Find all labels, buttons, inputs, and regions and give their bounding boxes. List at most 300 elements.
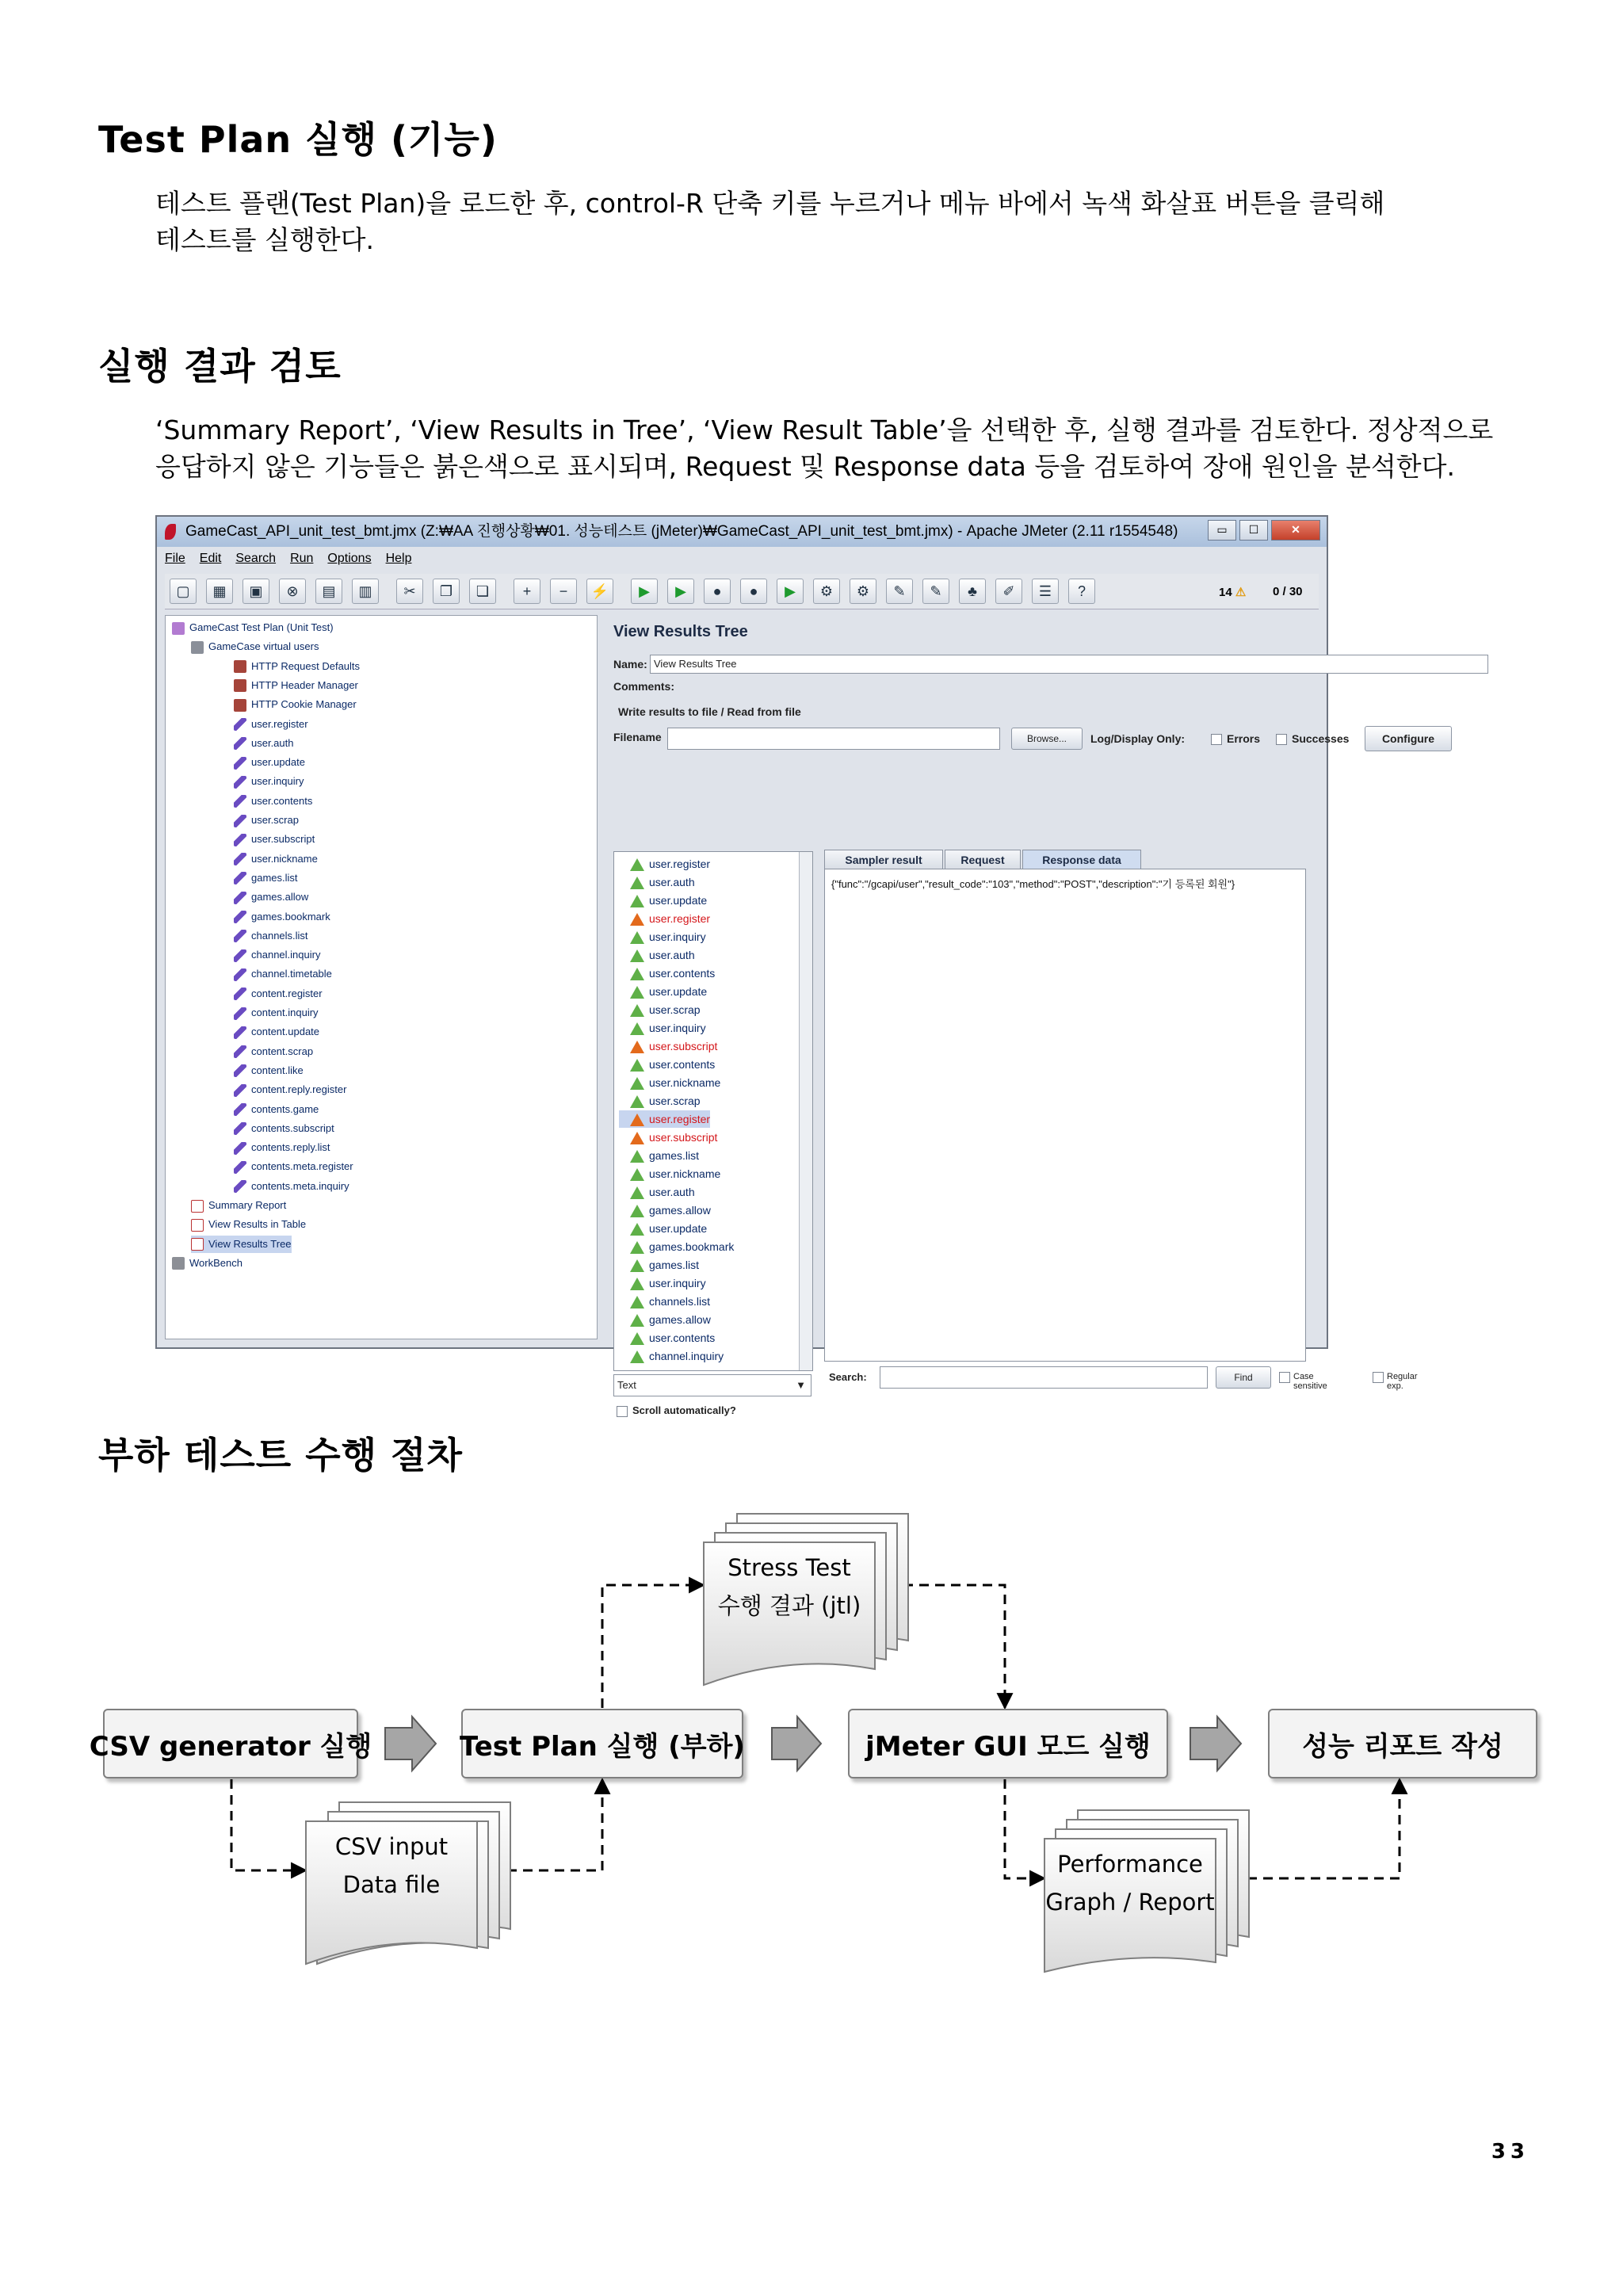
menu-bar bbox=[165, 552, 411, 571]
tree-node[interactable] bbox=[234, 658, 360, 675]
regular-exp-label: Regular exp. bbox=[1387, 1372, 1418, 1391]
find-button[interactable]: Find bbox=[1216, 1366, 1271, 1389]
tree-node-label: user.update bbox=[251, 756, 305, 769]
tree-node-label: content.register bbox=[251, 987, 323, 999]
sample-label: user.nickname bbox=[649, 1167, 721, 1180]
sample-item[interactable] bbox=[619, 1056, 715, 1073]
sample-label: user.auth bbox=[649, 1186, 695, 1198]
toolbar-button-1[interactable]: ▦ bbox=[206, 579, 233, 604]
doc-line: CSV input bbox=[334, 1833, 449, 1860]
tree-node[interactable] bbox=[234, 927, 308, 945]
toolbar-button-21[interactable]: ♣ bbox=[959, 579, 986, 604]
sample-label: games.allow bbox=[649, 1313, 711, 1326]
warning-triangle-icon bbox=[630, 1114, 644, 1126]
tree-node[interactable] bbox=[172, 1255, 242, 1272]
toolbar-button-15[interactable]: ● bbox=[740, 579, 767, 604]
csv-generator-step: CSV generator 실행 bbox=[103, 1709, 358, 1778]
tree-node-label: WorkBench bbox=[189, 1256, 242, 1269]
connector-testplan-to-stress bbox=[602, 1585, 704, 1708]
tree-node-label: games.list bbox=[251, 871, 298, 884]
section-paragraph-test-plan-run bbox=[155, 185, 1534, 258]
paragraph-line: 테스트를 실행한다. bbox=[155, 224, 375, 255]
samp-icon bbox=[234, 1180, 246, 1193]
samp-icon bbox=[234, 757, 246, 770]
sample-item[interactable] bbox=[619, 1092, 701, 1110]
toolbar-button-12[interactable]: ▶ bbox=[631, 579, 658, 604]
success-triangle-icon bbox=[630, 1223, 644, 1236]
toolbar-button-4[interactable]: ▤ bbox=[315, 579, 342, 604]
toolbar-button-17[interactable]: ⚙ bbox=[813, 579, 840, 604]
success-triangle-icon bbox=[630, 1205, 644, 1217]
connector-stress-to-gui bbox=[903, 1585, 1005, 1708]
configure-button[interactable]: Configure bbox=[1365, 726, 1452, 751]
window-title: GameCast_API_unit_test_bmt.jmx (Z:₩AA 진행상황₩01. 성능테스트 (jMeter)₩GameCast_API_unit_test_bmt.jmx) - Apache JMeter (2.11 r1554548) bbox=[185, 523, 1178, 540]
sample-label: user.register bbox=[649, 858, 711, 870]
paragraph-line: ‘Summary Report’, ‘View Results in Tree’, ‘View Result Table’을 선택한 후, 실행 결과를 검토한다. 정상적으로 bbox=[155, 415, 1494, 445]
success-triangle-icon bbox=[630, 1022, 644, 1035]
tree-node[interactable] bbox=[234, 793, 312, 810]
sample-item[interactable] bbox=[619, 1037, 717, 1055]
sample-label: user.update bbox=[649, 894, 708, 907]
toolbar-button-22[interactable]: ✐ bbox=[995, 579, 1022, 604]
sample-label: games.list bbox=[649, 1149, 700, 1162]
toolbar-button-3[interactable]: ⊗ bbox=[279, 579, 306, 604]
sample-label: user.scrap bbox=[649, 1003, 701, 1016]
stress-test-doc-label bbox=[704, 1549, 875, 1625]
tree-node-label: HTTP Cookie Manager bbox=[251, 698, 357, 711]
tree-node[interactable] bbox=[234, 1178, 349, 1195]
menu-item-run[interactable]: Run bbox=[290, 552, 314, 565]
samp-icon bbox=[234, 853, 246, 865]
success-triangle-icon bbox=[630, 1296, 644, 1308]
tree-node-label: content.inquiry bbox=[251, 1007, 319, 1018]
tree-node-label: user.inquiry bbox=[251, 775, 304, 788]
renderer-value: Text bbox=[617, 1379, 636, 1391]
sample-label: user.inquiry bbox=[649, 1277, 706, 1289]
sample-item[interactable] bbox=[619, 1274, 706, 1292]
doc-line: 수행 결과 (jtl) bbox=[717, 1592, 861, 1619]
filename-input[interactable] bbox=[667, 728, 1000, 750]
tree-node[interactable] bbox=[191, 1236, 292, 1253]
paragraph-line: 응답하지 않은 기능들은 붉은색으로 표시되며, Request 및 Response data 등을 검토하여 장애 원인을 분석한다. bbox=[155, 451, 1455, 482]
sample-item[interactable] bbox=[619, 1256, 699, 1274]
success-triangle-icon bbox=[630, 1004, 644, 1017]
tree-node-label: contents.meta.inquiry bbox=[251, 1179, 349, 1192]
sample-label: user.inquiry bbox=[649, 1022, 706, 1034]
sample-label: games.list bbox=[649, 1259, 700, 1271]
samp-icon bbox=[234, 988, 246, 1000]
tree-node[interactable] bbox=[234, 696, 357, 713]
warning-icon: ⚠ bbox=[1235, 586, 1247, 599]
tree-node-label: channels.list bbox=[251, 929, 308, 942]
toolbar bbox=[165, 574, 1319, 609]
tree-node[interactable] bbox=[234, 1158, 353, 1175]
sample-item[interactable] bbox=[619, 1110, 710, 1128]
success-triangle-icon bbox=[630, 1278, 644, 1290]
test-plan-load-step: Test Plan 실행 (부하) bbox=[461, 1709, 743, 1778]
sample-item[interactable] bbox=[619, 1293, 710, 1310]
tree-node[interactable] bbox=[234, 812, 299, 829]
tree-node[interactable] bbox=[234, 735, 294, 752]
toolbar-button-11[interactable]: ⚡ bbox=[586, 579, 613, 604]
toolbar-button-2[interactable]: ▣ bbox=[242, 579, 269, 604]
tree-node-label: Summary Report bbox=[208, 1199, 287, 1211]
samp-icon bbox=[234, 968, 246, 981]
success-triangle-icon bbox=[630, 1168, 644, 1181]
lst-icon bbox=[191, 1238, 204, 1251]
successes-label: Successes bbox=[1292, 732, 1350, 745]
log-display-only-label: Log/Display Only: bbox=[1090, 732, 1186, 745]
sample-item[interactable] bbox=[619, 946, 695, 964]
jmeter-feather-icon bbox=[165, 524, 176, 540]
tree-node-label: contents.subscript bbox=[251, 1121, 334, 1134]
sample-item[interactable] bbox=[619, 1201, 711, 1219]
sample-label: user.contents bbox=[649, 1058, 716, 1071]
toolbar-button-13[interactable]: ▶ bbox=[667, 579, 694, 604]
tree-node-label: contents.game bbox=[251, 1102, 319, 1115]
samp-icon bbox=[234, 911, 246, 923]
samp-icon bbox=[234, 718, 246, 731]
tree-node[interactable] bbox=[234, 1023, 319, 1041]
tab-request[interactable]: Request bbox=[945, 850, 1021, 870]
doc-line: Data file bbox=[342, 1871, 441, 1898]
success-triangle-icon bbox=[630, 1077, 644, 1090]
tree-node-label: channel.timetable bbox=[251, 968, 332, 980]
tree-node-label: View Results Tree bbox=[208, 1237, 292, 1250]
tree-node[interactable] bbox=[191, 638, 319, 655]
toolbar-button-14[interactable]: ● bbox=[704, 579, 731, 604]
tree-node[interactable] bbox=[234, 1043, 313, 1060]
tree-node[interactable] bbox=[234, 1004, 319, 1022]
toolbar-button-24[interactable]: ? bbox=[1068, 579, 1095, 604]
tree-node[interactable] bbox=[234, 965, 332, 983]
tree-node[interactable] bbox=[234, 677, 358, 694]
samp-icon bbox=[234, 834, 246, 846]
toolbar-button-5[interactable]: ▥ bbox=[352, 579, 379, 604]
success-triangle-icon bbox=[630, 986, 644, 999]
success-triangle-icon bbox=[630, 858, 644, 871]
connector-perfdoc-to-report bbox=[1247, 1779, 1400, 1878]
sample-label: games.bookmark bbox=[649, 1240, 735, 1253]
close-button[interactable]: ✕ bbox=[1271, 520, 1320, 541]
paragraph-line: 테스트 플랜(Test Plan)을 로드한 후, control-R 단축 키를 누르거나 메뉴 바에서 녹색 화살표 버튼을 클릭해 bbox=[155, 188, 1385, 219]
tree-node-label: GameCast Test Plan (Unit Test) bbox=[189, 621, 334, 633]
tree-node-label: content.scrap bbox=[251, 1045, 314, 1057]
sample-item[interactable] bbox=[619, 1238, 734, 1255]
sample-label: channels.list bbox=[649, 1295, 711, 1308]
warning-triangle-icon bbox=[630, 913, 644, 926]
scroll-auto-label: Scroll automatically? bbox=[632, 1404, 736, 1416]
sample-item[interactable] bbox=[619, 983, 707, 1000]
tab-sampler-result[interactable]: Sampler result bbox=[824, 850, 943, 870]
sample-item[interactable] bbox=[619, 1183, 695, 1201]
success-triangle-icon bbox=[630, 877, 644, 889]
page-number: 33 bbox=[1491, 2140, 1529, 2164]
tree-node[interactable] bbox=[191, 1197, 286, 1214]
menu-item-file[interactable]: File bbox=[165, 552, 185, 565]
connector-csvgen-to-csvdoc bbox=[231, 1779, 306, 1870]
success-triangle-icon bbox=[630, 895, 644, 907]
success-triangle-icon bbox=[630, 1314, 644, 1327]
performance-doc-label bbox=[1044, 1845, 1216, 1921]
toolbar-button-23[interactable]: ☰ bbox=[1032, 579, 1059, 604]
write-results-label: Write results to file / Read from file bbox=[618, 705, 801, 718]
tree-node[interactable] bbox=[234, 850, 318, 868]
tree-node[interactable] bbox=[234, 1139, 330, 1156]
samp-icon bbox=[234, 1103, 246, 1116]
sample-item[interactable] bbox=[619, 1019, 706, 1037]
search-label: Search: bbox=[829, 1371, 867, 1383]
tree-node-label: user.auth bbox=[251, 736, 294, 749]
panel-title: View Results Tree bbox=[613, 623, 748, 640]
regular-exp-checkbox[interactable] bbox=[1373, 1372, 1384, 1383]
name-label: Name: bbox=[613, 658, 647, 670]
plan-icon bbox=[172, 622, 185, 635]
sample-label: user.update bbox=[649, 985, 708, 998]
success-triangle-icon bbox=[630, 1059, 644, 1072]
samp-icon bbox=[234, 815, 246, 827]
menu-item-options[interactable]: Options bbox=[327, 552, 372, 565]
lst-icon bbox=[191, 1200, 204, 1213]
sample-label: user.contents bbox=[649, 967, 716, 980]
name-input[interactable]: View Results Tree bbox=[650, 655, 1488, 674]
view-results-tree-panel bbox=[605, 615, 1435, 1416]
tree-node-label: content.reply.register bbox=[251, 1083, 347, 1096]
samp-icon bbox=[234, 1045, 246, 1058]
samp-icon bbox=[234, 1084, 246, 1097]
response-data-area[interactable] bbox=[824, 869, 1306, 1362]
toolbar-button-19[interactable]: ✎ bbox=[886, 579, 913, 604]
sample-item[interactable] bbox=[619, 1074, 720, 1091]
wb-icon bbox=[172, 1257, 185, 1270]
sample-label: user.inquiry bbox=[649, 930, 706, 943]
toolbar-button-6[interactable]: ✂ bbox=[396, 579, 423, 604]
jmeter-gui-step: jMeter GUI 모드 실행 bbox=[848, 1709, 1168, 1778]
tree-node[interactable] bbox=[234, 1120, 334, 1137]
errors-checkbox[interactable] bbox=[1211, 734, 1222, 745]
warning-triangle-icon bbox=[630, 1132, 644, 1144]
sample-label: user.subscript bbox=[649, 1131, 718, 1144]
sample-label: user.register bbox=[649, 1113, 711, 1125]
tree-node-label: user.subscript bbox=[251, 833, 315, 846]
samp-icon bbox=[234, 1026, 246, 1039]
success-triangle-icon bbox=[630, 1150, 644, 1163]
toolbar-button-16[interactable]: ▶ bbox=[777, 579, 804, 604]
load-test-flow-diagram bbox=[0, 1482, 1623, 1973]
samp-icon bbox=[234, 1142, 246, 1155]
tree-node[interactable] bbox=[191, 1216, 306, 1233]
sample-item[interactable] bbox=[619, 1329, 715, 1347]
sample-item[interactable] bbox=[619, 892, 707, 909]
errors-label: Errors bbox=[1227, 732, 1261, 745]
sample-label: user.auth bbox=[649, 949, 695, 961]
test-plan-tree-panel bbox=[165, 615, 598, 1339]
success-triangle-icon bbox=[630, 949, 644, 962]
tab-response-data[interactable]: Response data bbox=[1022, 850, 1141, 870]
success-triangle-icon bbox=[630, 968, 644, 980]
case-sensitive-checkbox[interactable] bbox=[1279, 1372, 1290, 1383]
section-paragraph-result-review bbox=[155, 412, 1534, 485]
tree-node-label: user.nickname bbox=[251, 852, 318, 865]
sample-label: user.register bbox=[649, 912, 711, 925]
toolbar-button-9[interactable]: + bbox=[514, 579, 540, 604]
flow-arrow-2 bbox=[772, 1717, 821, 1771]
tree-node-label: contents.reply.list bbox=[251, 1141, 330, 1154]
success-triangle-icon bbox=[630, 1241, 644, 1254]
successes-checkbox[interactable] bbox=[1276, 734, 1287, 745]
lst-icon bbox=[191, 1219, 204, 1232]
tree-node[interactable] bbox=[234, 869, 298, 887]
samp-icon bbox=[234, 1064, 246, 1077]
sample-label: user.scrap bbox=[649, 1095, 701, 1107]
tree-node-label: View Results in Table bbox=[208, 1218, 307, 1231]
menu-item-search[interactable]: Search bbox=[235, 552, 277, 565]
sample-label: user.update bbox=[649, 1222, 708, 1235]
sample-label: channel.inquiry bbox=[649, 1350, 724, 1362]
samp-icon bbox=[234, 1122, 246, 1135]
performance-report-step: 성능 리포트 작성 bbox=[1268, 1709, 1537, 1778]
samp-icon bbox=[234, 776, 246, 789]
success-triangle-icon bbox=[630, 1095, 644, 1108]
section-title-result-review: 실행 결과 검토 bbox=[98, 345, 342, 388]
toolbar-button-8[interactable]: ❏ bbox=[469, 579, 496, 604]
case-sensitive-label: Case sensitive bbox=[1293, 1372, 1327, 1391]
toolbar-button-7[interactable]: ❐ bbox=[433, 579, 460, 604]
browse-button[interactable]: Browse... bbox=[1011, 728, 1083, 750]
doc-line: Stress Test bbox=[727, 1554, 851, 1581]
comments-label: Comments: bbox=[613, 680, 675, 693]
samp-icon bbox=[234, 930, 246, 942]
tree-node[interactable] bbox=[234, 1101, 319, 1118]
samp-icon bbox=[234, 737, 246, 750]
section-title-test-plan-run: Test Plan 실행 (기능) bbox=[98, 118, 498, 161]
menu-item-help[interactable]: Help bbox=[385, 552, 412, 565]
doc-line: Graph / Report bbox=[1045, 1889, 1215, 1916]
thread-count: 0 / 30 bbox=[1273, 585, 1303, 598]
tree-node[interactable] bbox=[234, 985, 323, 1003]
test-plan-tree bbox=[166, 619, 597, 1339]
tree-node-label: GameCase virtual users bbox=[208, 640, 319, 653]
sample-label: user.nickname bbox=[649, 1076, 721, 1089]
cfg-icon bbox=[234, 660, 246, 673]
connector-csvdoc-to-testplan bbox=[507, 1779, 602, 1870]
tree-node[interactable] bbox=[234, 908, 330, 926]
sample-item[interactable] bbox=[619, 910, 710, 927]
response-text: {"func":"/gcapi/user","result_code":"103","method":"POST","description":"기 등록된 회원"} bbox=[831, 878, 1235, 890]
sample-item[interactable] bbox=[619, 928, 706, 946]
window-controls bbox=[1208, 520, 1320, 541]
filename-label: Filename bbox=[613, 731, 662, 743]
sample-item[interactable] bbox=[619, 1347, 724, 1365]
sample-label: user.auth bbox=[649, 876, 695, 888]
tree-node-label: content.like bbox=[251, 1064, 304, 1076]
scroll-auto-checkbox[interactable] bbox=[617, 1406, 628, 1417]
samp-icon bbox=[234, 872, 246, 884]
flow-arrow-3 bbox=[1190, 1717, 1241, 1771]
tree-node-label: games.bookmark bbox=[251, 910, 330, 923]
success-triangle-icon bbox=[630, 1259, 644, 1272]
sample-item[interactable] bbox=[619, 1311, 711, 1328]
success-triangle-icon bbox=[630, 931, 644, 944]
samp-icon bbox=[234, 892, 246, 904]
flow-arrow-1 bbox=[385, 1717, 436, 1771]
search-input[interactable] bbox=[880, 1366, 1208, 1389]
sample-item[interactable] bbox=[619, 1165, 720, 1182]
tree-node[interactable] bbox=[234, 1062, 304, 1079]
sample-item[interactable] bbox=[619, 965, 715, 982]
sample-item[interactable] bbox=[619, 1129, 717, 1146]
doc-line: Performance bbox=[1057, 1851, 1203, 1878]
section-title-load-test-procedure: 부하 테스트 수행 절차 bbox=[98, 1434, 463, 1477]
sample-item[interactable] bbox=[619, 1147, 699, 1164]
tree-node-label: games.allow bbox=[251, 891, 309, 904]
sample-list-scrollbar[interactable] bbox=[799, 852, 812, 1370]
maximize-button[interactable]: ☐ bbox=[1239, 520, 1268, 541]
success-triangle-icon bbox=[630, 1350, 644, 1363]
tree-node-label: user.scrap bbox=[251, 814, 299, 826]
samp-icon bbox=[234, 949, 246, 962]
success-triangle-icon bbox=[630, 1332, 644, 1345]
sample-item[interactable] bbox=[619, 855, 710, 873]
renderer-select[interactable] bbox=[613, 1374, 812, 1396]
warning-count-value: 14 bbox=[1219, 586, 1232, 599]
sample-item[interactable] bbox=[619, 1220, 707, 1237]
connector-gui-to-perfdoc bbox=[1005, 1779, 1044, 1878]
sample-label: games.allow bbox=[649, 1204, 711, 1217]
tree-node[interactable] bbox=[234, 888, 308, 906]
tree-node-label: channel.inquiry bbox=[251, 949, 321, 961]
sample-label: user.subscript bbox=[649, 1040, 718, 1052]
tree-node-label: contents.meta.register bbox=[251, 1160, 353, 1173]
tree-node[interactable] bbox=[234, 754, 305, 771]
sample-item[interactable] bbox=[619, 873, 695, 891]
success-triangle-icon bbox=[630, 1186, 644, 1199]
minimize-button[interactable]: ▭ bbox=[1208, 520, 1236, 541]
tree-node-label: HTTP Request Defaults bbox=[251, 659, 361, 672]
tree-node[interactable] bbox=[234, 773, 304, 790]
toolbar-button-20[interactable]: ✎ bbox=[922, 579, 949, 604]
samp-icon bbox=[234, 1161, 246, 1174]
window-titlebar bbox=[157, 517, 1327, 547]
cfg-icon bbox=[234, 699, 246, 712]
tree-node[interactable] bbox=[234, 716, 308, 733]
tree-node[interactable] bbox=[234, 1081, 346, 1098]
toolbar-button-0[interactable]: ▢ bbox=[170, 579, 197, 604]
warning-count[interactable] bbox=[1219, 585, 1246, 599]
cfg-icon bbox=[234, 679, 246, 692]
tree-node-label: user.register bbox=[251, 717, 308, 730]
chevron-down-icon: ▼ bbox=[796, 1379, 806, 1391]
samp-icon bbox=[234, 795, 246, 808]
samp-icon bbox=[234, 1007, 246, 1020]
jmeter-window bbox=[155, 515, 1435, 1416]
warning-triangle-icon bbox=[630, 1041, 644, 1053]
tree-node-label: content.update bbox=[251, 1026, 320, 1038]
tree-node[interactable] bbox=[234, 831, 315, 848]
tree-node[interactable] bbox=[234, 946, 320, 964]
toolbar-button-18[interactable]: ⚙ bbox=[850, 579, 876, 604]
menu-item-edit[interactable]: Edit bbox=[199, 552, 222, 565]
sample-list bbox=[613, 851, 813, 1371]
sample-label: user.contents bbox=[649, 1331, 716, 1344]
sample-item[interactable] bbox=[619, 1001, 701, 1018]
csv-input-doc-label bbox=[306, 1828, 477, 1904]
toolbar-button-10[interactable]: − bbox=[550, 579, 577, 604]
tree-node-label: user.contents bbox=[251, 794, 313, 807]
tree-node[interactable] bbox=[172, 619, 334, 636]
group-icon bbox=[191, 641, 204, 654]
tree-node-label: HTTP Header Manager bbox=[251, 678, 358, 691]
